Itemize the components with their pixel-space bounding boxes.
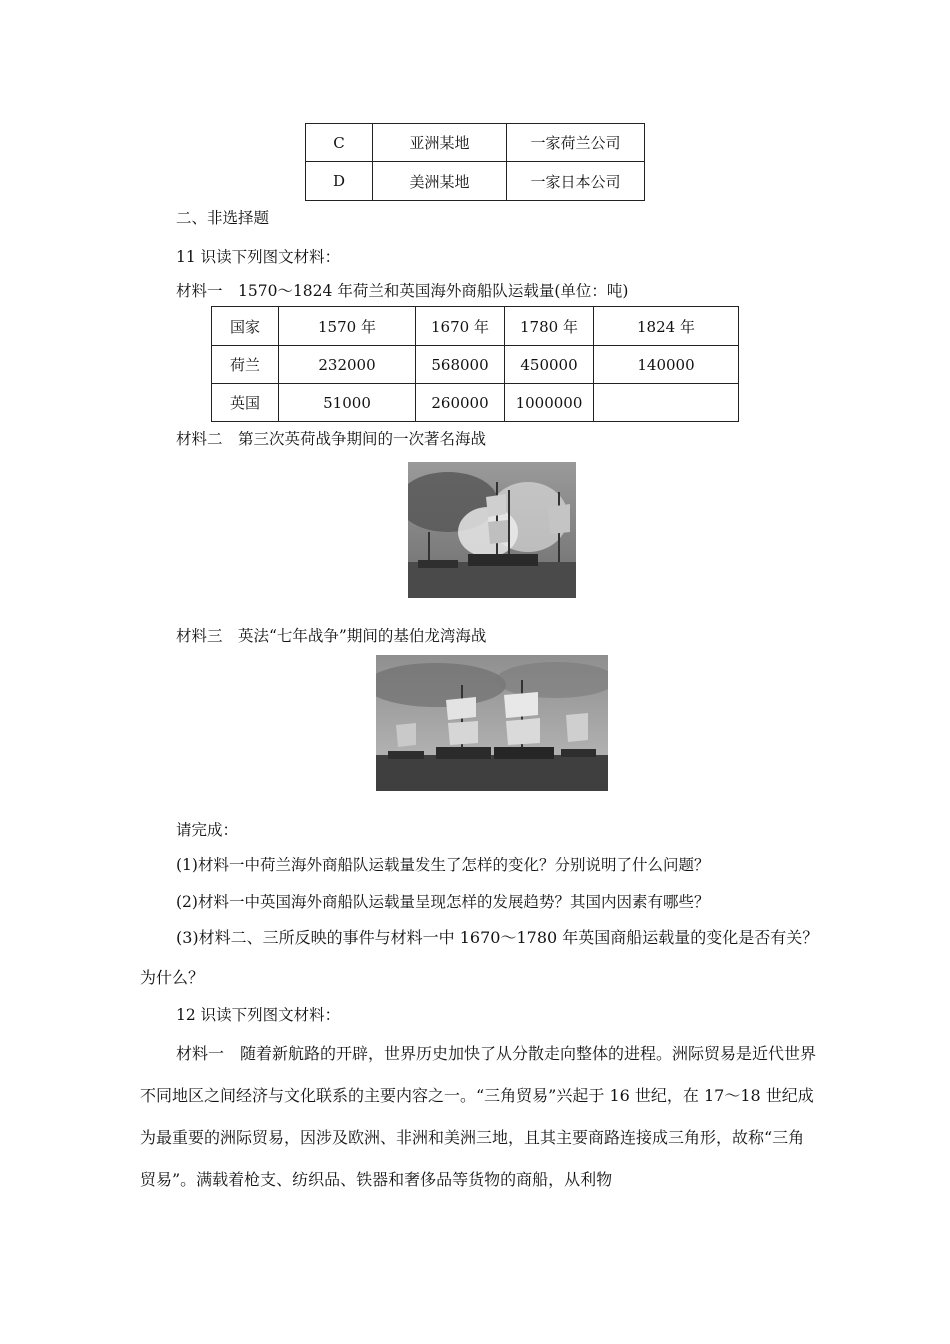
q11-material2-title: 材料二 第三次英荷战争期间的一次著名海战 [176,430,487,448]
q11-material3-title: 材料三 英法“七年战争”期间的基伯龙湾海战 [176,627,487,645]
q11-intro: 11 识读下列图文材料： [176,248,341,266]
table-cell: 美洲某地 [373,162,507,201]
section-title: 二、非选择题 [176,209,270,227]
table-cell: 一家荷兰公司 [507,124,645,162]
table-cell: 51000 [279,384,416,422]
q11-question-2: (2)材料一中英国海外商船队运载量呈现怎样的发展趋势？其国内因素有哪些？ [176,893,710,911]
table-header-cell: 国家 [212,307,279,346]
quiberon-bay-painting [376,655,608,791]
table-header-cell: 1670 年 [416,307,505,346]
table-cell: 140000 [594,346,739,384]
table-cell: 荷兰 [212,346,279,384]
table-cell: 450000 [505,346,594,384]
table-cell: 1000000 [505,384,594,422]
table-header-cell: 1780 年 [505,307,594,346]
table-cell: C [306,124,373,162]
shipping-tonnage-table [211,306,739,422]
table-cell [594,384,739,422]
table-header-cell: 1570 年 [279,307,416,346]
q11-prompt: 请完成： [176,821,239,839]
table-row [212,384,739,422]
table-cell: 260000 [416,384,505,422]
naval-battle-painting [408,462,576,598]
table-cell: 568000 [416,346,505,384]
q11-question-1: (1)材料一中荷兰海外商船队运载量发生了怎样的变化？分别说明了什么问题？ [176,856,710,874]
table-cell: D [306,162,373,201]
table-cell: 232000 [279,346,416,384]
table-row [306,162,645,201]
table-cell: 亚洲某地 [373,124,507,162]
table-row [212,346,739,384]
q12-intro: 12 识读下列图文材料： [176,1006,341,1024]
q11-question-3: (3)材料二、三所反映的事件与材料一中 1670～1780 年英国商船运载量的变化是否有关？为什么？ [140,928,819,987]
top-options-table [305,123,645,201]
table-row [306,124,645,162]
table-cell: 一家日本公司 [507,162,645,201]
table-cell: 英国 [212,384,279,422]
table-header-row [212,307,739,346]
table-header-cell: 1824 年 [594,307,739,346]
q11-material1-title: 材料一 1570～1824 年荷兰和英国海外商船队运载量(单位：吨) [176,282,629,300]
q12-material1-text: 材料一 随着新航路的开辟，世界历史加快了从分散走向整体的进程。洲际贸易是近代世界不同地区之间经济与文化联系的主要内容之一。“三角贸易”兴起于 16 世纪，在 17～18 世纪成为最重要的洲际贸易，因涉及欧洲、非洲和美洲三地，且其主要商路连接成三角形，故称“三角贸易”。满载着枪支、纺织品、铁器和奢侈品等货物的商船，从利物 [140,1044,817,1189]
